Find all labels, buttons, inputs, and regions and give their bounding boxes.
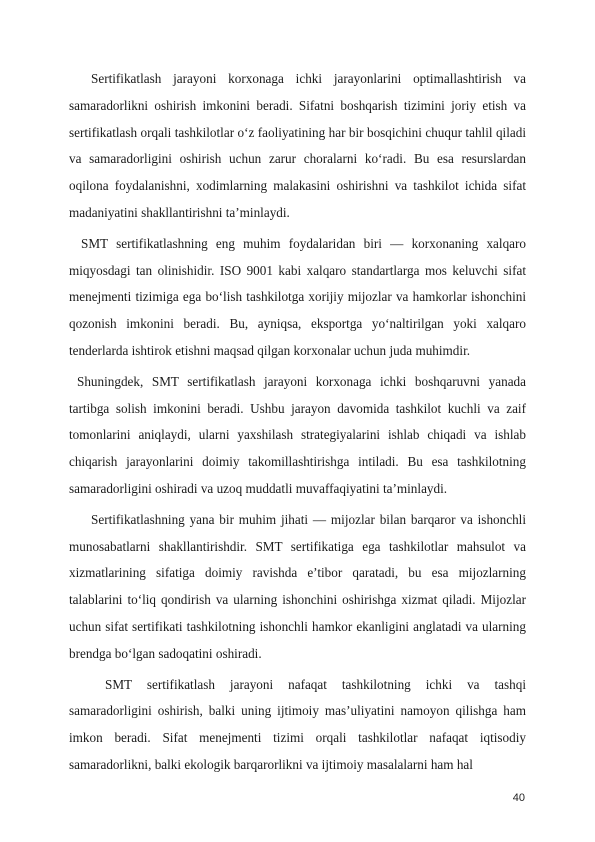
- paragraph-2: SMT sertifikatlashning eng muhim foydalaridan biri — korxonaning xalqaro miqyosdagi tan olinishidir. ISO 9001 kabi xalqaro standartlarga mos keluvchi sifat menejmenti tizimiga ega bo‘lish tashkilotga xorijiy mijozlar va hamkorlar ishonchini qozonish imkonini beradi. Bu, ayniqsa, eksportga yo‘naltirilgan yoki xalqaro tenderlarda ishtirok etishni maqsad qilgan korxonalar uchun juda muhimdir.: [69, 235, 526, 358]
- page-body: [69, 66, 526, 779]
- page-number: 40: [512, 792, 525, 804]
- paragraph-4: Sertifikatlashning yana bir muhim jihati — mijozlar bilan barqaror va ishonchli munosabatlarni shakllantirishdir. SMT sertifikatiga ega tashkilotlar mahsulot va xizmatlarining sifatiga doimiy ravishda e’tibor qaratadi, bu esa mijozlarning talablarini to‘liq qondirish va ularning ishonchini oshirishga xizmat qiladi. Mijozlar uchun sifat sertifikati tashkilotning ishonchli hamkor ekanligini anglatadi va ularning brendga bo‘lgan sadoqatini oshiradi.: [69, 511, 526, 661]
- paragraph-1: Sertifikatlash jarayoni korxonaga ichki jarayonlarini optimallashtirish va samaradorlikni oshirish imkonini beradi. Sifatni boshqarish tizimini joriy etish va sertifikatlash orqali tashkilotlar o‘z faoliyatining har bir bosqichini chuqur tahlil qiladi va samaradorligini oshirish uchun zarur choralarni ko‘radi. Bu esa resurslardan oqilona foydalanishni, xodimlarning malakasini oshirishni va tashkilot ichida sifat madaniyatini shakllantirishni ta’minlaydi.: [69, 71, 526, 220]
- paragraph-5: SMT sertifikatlash jarayoni nafaqat tashkilotning ichki va tashqi samaradorligini oshirish, balki uning ijtimoiy mas’uliyatini namoyon qilishga ham imkon beradi. Sifat menejmenti tizimi orqali tashkilotlar nafaqat iqtisodiy samaradorlikni, balki ekologik barqarorlikni va ijtimoiy masalalarni ham hal: [69, 676, 526, 772]
- paragraph-3: Shuningdek, SMT sertifikatlash jarayoni korxonaga ichki boshqaruvni yanada tartibga solish imkonini beradi. Ushbu jarayon davomida tashkilot kuchli va zaif tomonlarini aniqlaydi, ularni yaxshilash strategiyalarini ishlab chiqadi va ishlab chiqarish jarayonlarini doimiy takomillashtirishga intiladi. Bu esa tashkilotning samaradorligini oshiradi va uzoq muddatli muvaffaqiyatini ta’minlaydi.: [69, 373, 526, 496]
